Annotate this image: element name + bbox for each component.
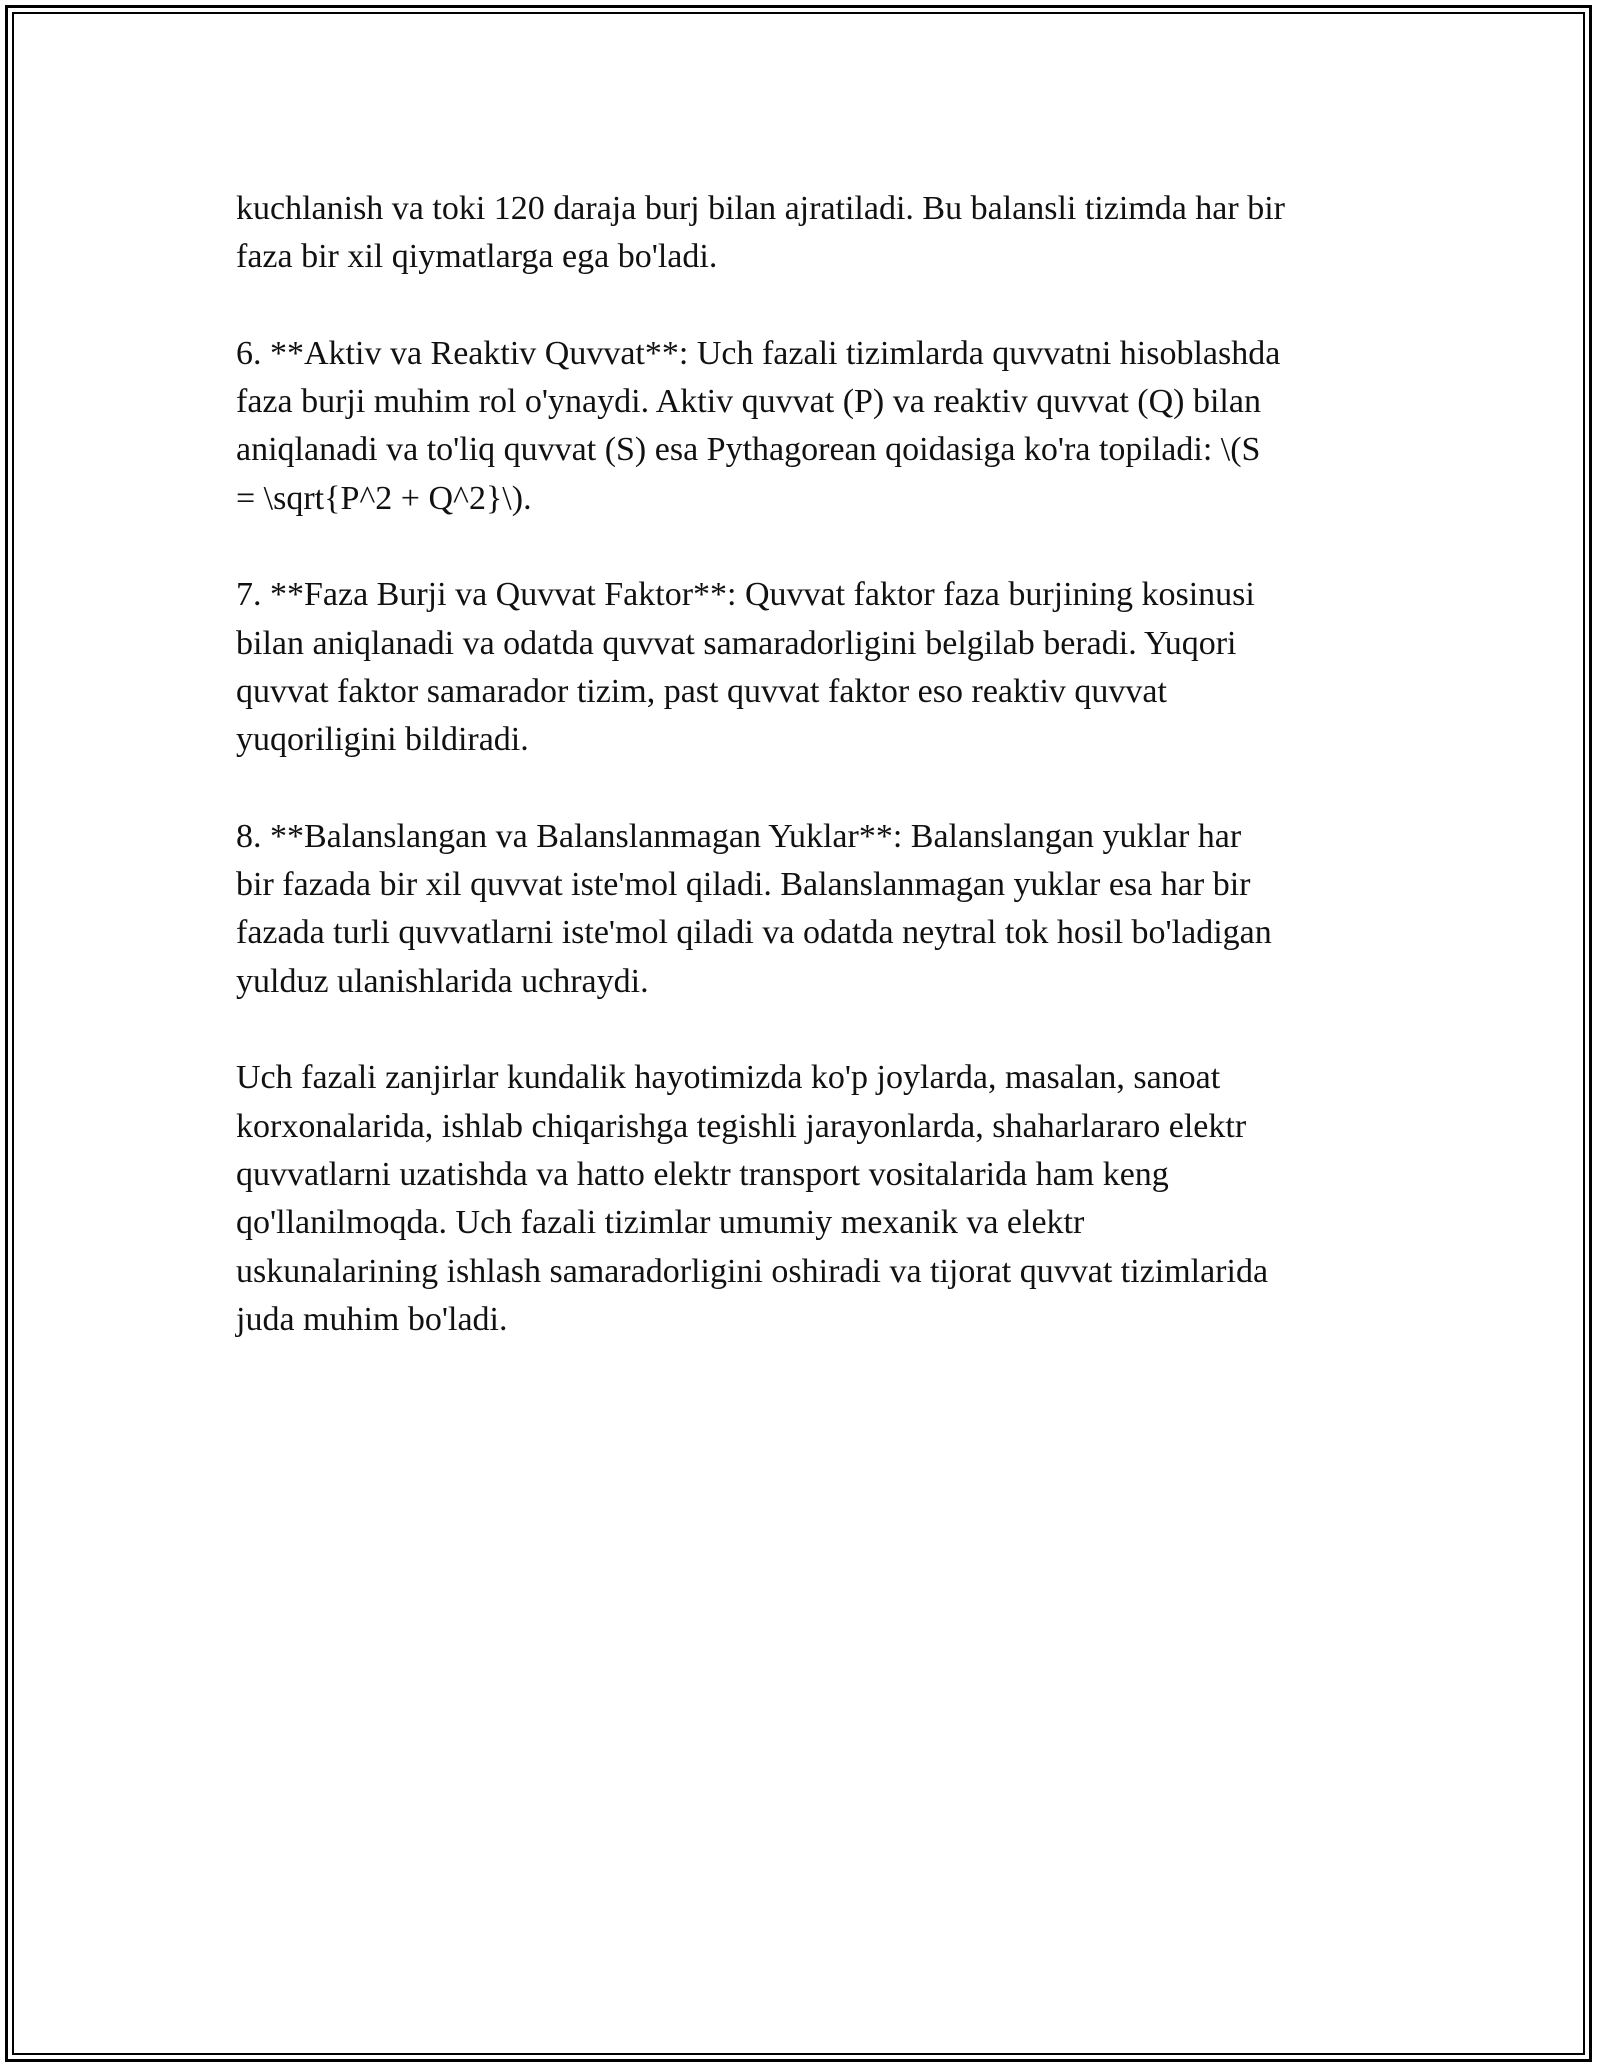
text-line: faza burji muhim rol o'ynaydi. Aktiv quvvat (P) va reaktiv quvvat (Q) bilan (236, 383, 1261, 421)
text-line: bilan aniqlanadi va odatda quvvat samaradorligini belgilab beradi. Yuqori (236, 624, 1237, 662)
text-line: qo'llanilmoqda. Uch fazali tizimlar umumiy mexanik va elektr (236, 1204, 1085, 1242)
text-line: korxonalarida, ishlab chiqarishga tegishli jarayonlarda, shaharlararo elektr (236, 1107, 1247, 1145)
text-line: faza bir xil qiymatlarga ega bo'ladi. (236, 238, 718, 276)
paragraph-intro-continuation (236, 185, 1396, 282)
text-line: quvvat faktor samarador tizim, past quvvat faktor eso reaktiv quvvat (236, 672, 1167, 710)
text-line: fazada turli quvvatlarni iste'mol qiladi va odatda neytral tok hosil bo'ladigan (236, 914, 1272, 952)
text-line: = \sqrt{P^2 + Q^2}\). (236, 479, 532, 517)
text-line: 8. **Balanslangan va Balanslanmagan Yuklar**: Balanslangan yuklar har (236, 817, 1242, 855)
text-line: kuchlanish va toki 120 daraja burj bilan ajratiladi. Bu balansli tizimda har bir (236, 190, 1285, 227)
text-line: Uch fazali zanjirlar kundalik hayotimizda ko'p joylarda, masalan, sanoat (236, 1059, 1221, 1097)
text-line: uskunalarining ishlash samaradorligini oshiradi va tijorat quvvat tizimlarida (236, 1252, 1269, 1290)
text-line: 6. **Aktiv va Reaktiv Quvvat**: Uch fazali tizimlarda quvvatni hisoblashda (236, 334, 1281, 372)
text-line: yuqoriligini bildiradi. (236, 721, 529, 759)
paragraph-item-8 (236, 813, 1396, 1006)
paragraph-conclusion (236, 1054, 1396, 1344)
paragraph-item-6 (236, 330, 1396, 523)
paragraph-item-7 (236, 571, 1396, 764)
text-line: bir fazada bir xil quvvat iste'mol qiladi. Balanslanmagan yuklar esa har bir (236, 866, 1251, 904)
text-line: quvvatlarni uzatishda va hatto elektr transport vositalarida ham keng (236, 1155, 1169, 1193)
document-body (236, 185, 1396, 1392)
text-line: 7. **Faza Burji va Quvvat Faktor**: Quvvat faktor faza burjining kosinusi (236, 576, 1255, 614)
text-line: yulduz ulanishlarida uchraydi. (236, 962, 649, 1000)
text-line: aniqlanadi va to'liq quvvat (S) esa Pythagorean qoidasiga ko'ra topiladi: \(S (236, 431, 1261, 469)
text-line: juda muhim bo'ladi. (236, 1300, 508, 1338)
